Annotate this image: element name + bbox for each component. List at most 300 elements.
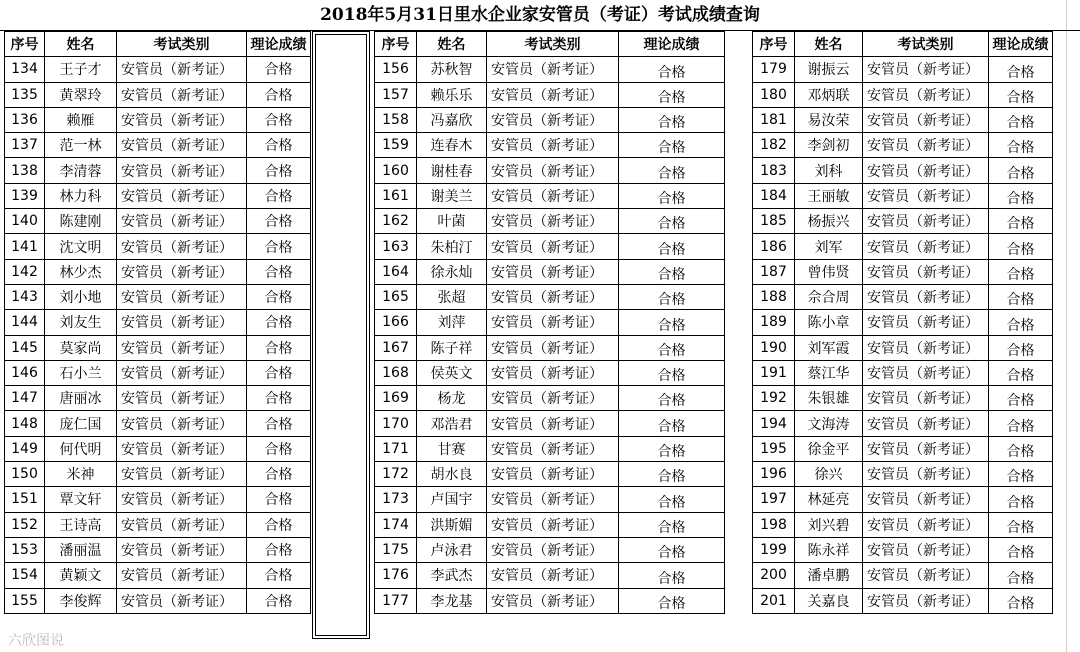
table-row	[375, 284, 725, 309]
cell-result: 合格	[619, 284, 725, 309]
cell-name: 潘卓鹏	[795, 563, 863, 588]
cell-name: 关嘉良	[795, 588, 863, 613]
cell-no: 146	[5, 360, 45, 385]
cell-result: 合格	[989, 487, 1053, 512]
table-row	[375, 234, 725, 259]
results-table-2	[374, 31, 725, 614]
cell-no: 174	[375, 512, 417, 537]
cell-no: 180	[753, 82, 795, 107]
cell-result: 合格	[247, 259, 311, 284]
cell-result: 合格	[619, 107, 725, 132]
cell-no: 185	[753, 209, 795, 234]
table-row	[753, 563, 1053, 588]
cell-name: 刘军霞	[795, 335, 863, 360]
cell-category: 安管员（新考证）	[117, 234, 247, 259]
cell-category: 安管员（新考证）	[117, 82, 247, 107]
table-row	[5, 335, 311, 360]
table-row	[375, 310, 725, 335]
header-name: 姓名	[795, 32, 863, 57]
cell-category: 安管员（新考证）	[487, 310, 619, 335]
cell-no: 150	[5, 462, 45, 487]
cell-result: 合格	[619, 234, 725, 259]
cell-name: 洪斯媚	[417, 512, 487, 537]
cell-category: 安管员（新考证）	[487, 563, 619, 588]
cell-no: 190	[753, 335, 795, 360]
table-row	[375, 563, 725, 588]
cell-name: 谢美兰	[417, 183, 487, 208]
cell-no: 158	[375, 107, 417, 132]
cell-category: 安管员（新考证）	[117, 563, 247, 588]
cell-no: 175	[375, 537, 417, 562]
cell-category: 安管员（新考证）	[117, 537, 247, 562]
table-row	[375, 588, 725, 613]
table-row	[375, 259, 725, 284]
cell-category: 安管员（新考证）	[487, 487, 619, 512]
cell-category: 安管员（新考证）	[487, 57, 619, 82]
cell-no: 153	[5, 537, 45, 562]
cell-no: 196	[753, 462, 795, 487]
cell-name: 赖乐乐	[417, 82, 487, 107]
cell-result: 合格	[619, 411, 725, 436]
cell-name: 杨龙	[417, 386, 487, 411]
cell-category: 安管员（新考证）	[863, 310, 989, 335]
cell-no: 200	[753, 563, 795, 588]
cell-category: 安管员（新考证）	[863, 411, 989, 436]
cell-name: 徐永灿	[417, 259, 487, 284]
header-no: 序号	[5, 32, 45, 57]
cell-category: 安管员（新考证）	[487, 183, 619, 208]
cell-result: 合格	[247, 563, 311, 588]
grid-line	[1066, 0, 1067, 652]
cell-no: 172	[375, 462, 417, 487]
cell-result: 合格	[989, 183, 1053, 208]
cell-result: 合格	[619, 158, 725, 183]
cell-category: 安管员（新考证）	[863, 57, 989, 82]
cell-no: 157	[375, 82, 417, 107]
cell-result: 合格	[619, 588, 725, 613]
cell-name: 苏秋智	[417, 57, 487, 82]
table-row	[753, 259, 1053, 284]
cell-name: 邓炳联	[795, 82, 863, 107]
table-row	[375, 411, 725, 436]
cell-result: 合格	[989, 436, 1053, 461]
cell-category: 安管员（新考证）	[487, 588, 619, 613]
empty-cell-border	[315, 34, 367, 636]
empty-column-gap	[312, 31, 370, 639]
cell-no: 195	[753, 436, 795, 461]
cell-name: 李剑初	[795, 133, 863, 158]
cell-category: 安管员（新考证）	[117, 360, 247, 385]
cell-no: 184	[753, 183, 795, 208]
cell-name: 杨振兴	[795, 209, 863, 234]
cell-no: 171	[375, 436, 417, 461]
cell-no: 149	[5, 436, 45, 461]
cell-result: 合格	[247, 183, 311, 208]
table-row	[753, 512, 1053, 537]
cell-name: 何代明	[45, 436, 117, 461]
table-row	[5, 512, 311, 537]
cell-name: 刘科	[795, 158, 863, 183]
cell-no: 199	[753, 537, 795, 562]
cell-category: 安管员（新考证）	[487, 107, 619, 132]
cell-no: 147	[5, 386, 45, 411]
cell-result: 合格	[989, 259, 1053, 284]
cell-name: 陈小章	[795, 310, 863, 335]
cell-name: 王诗高	[45, 512, 117, 537]
cell-name: 林少杰	[45, 259, 117, 284]
header-row	[753, 32, 1053, 57]
cell-name: 侯英文	[417, 360, 487, 385]
cell-result: 合格	[247, 411, 311, 436]
cell-no: 156	[375, 57, 417, 82]
cell-no: 191	[753, 360, 795, 385]
cell-no: 173	[375, 487, 417, 512]
cell-name: 连春木	[417, 133, 487, 158]
cell-no: 181	[753, 107, 795, 132]
cell-result: 合格	[247, 360, 311, 385]
cell-category: 安管员（新考证）	[863, 335, 989, 360]
cell-name: 朱柏汀	[417, 234, 487, 259]
cell-result: 合格	[989, 310, 1053, 335]
cell-name: 赖雁	[45, 107, 117, 132]
cell-category: 安管员（新考证）	[863, 537, 989, 562]
table-row	[5, 411, 311, 436]
cell-category: 安管员（新考证）	[863, 107, 989, 132]
cell-no: 188	[753, 284, 795, 309]
table-row	[753, 386, 1053, 411]
cell-name: 潘丽温	[45, 537, 117, 562]
cell-result: 合格	[989, 386, 1053, 411]
header-no: 序号	[375, 32, 417, 57]
cell-category: 安管员（新考证）	[117, 158, 247, 183]
cell-category: 安管员（新考证）	[487, 259, 619, 284]
cell-no: 162	[375, 209, 417, 234]
table-row	[5, 436, 311, 461]
cell-category: 安管员（新考证）	[117, 588, 247, 613]
cell-no: 166	[375, 310, 417, 335]
cell-no: 136	[5, 107, 45, 132]
cell-result: 合格	[247, 386, 311, 411]
cell-name: 石小兰	[45, 360, 117, 385]
table-row	[753, 183, 1053, 208]
cell-category: 安管员（新考证）	[487, 411, 619, 436]
table-row	[375, 335, 725, 360]
cell-no: 160	[375, 158, 417, 183]
table-row	[5, 234, 311, 259]
cell-name: 朱银雄	[795, 386, 863, 411]
cell-result: 合格	[619, 82, 725, 107]
cell-category: 安管员（新考证）	[117, 462, 247, 487]
table-row	[753, 310, 1053, 335]
header-name: 姓名	[417, 32, 487, 57]
cell-category: 安管员（新考证）	[117, 487, 247, 512]
table-row	[375, 360, 725, 385]
cell-result: 合格	[247, 82, 311, 107]
cell-no: 144	[5, 310, 45, 335]
cell-result: 合格	[619, 487, 725, 512]
cell-no: 179	[753, 57, 795, 82]
cell-category: 安管员（新考证）	[863, 487, 989, 512]
cell-no: 154	[5, 563, 45, 588]
cell-name: 邓浩君	[417, 411, 487, 436]
cell-category: 安管员（新考证）	[863, 284, 989, 309]
cell-no: 138	[5, 158, 45, 183]
cell-category: 安管员（新考证）	[117, 386, 247, 411]
table-row	[375, 57, 725, 82]
cell-category: 安管员（新考证）	[487, 284, 619, 309]
cell-name: 庞仁国	[45, 411, 117, 436]
cell-name: 陈建刚	[45, 209, 117, 234]
cell-no: 148	[5, 411, 45, 436]
cell-no: 142	[5, 259, 45, 284]
table-row	[375, 436, 725, 461]
cell-name: 李俊辉	[45, 588, 117, 613]
cell-name: 黄颖文	[45, 563, 117, 588]
cell-result: 合格	[247, 462, 311, 487]
table-row	[753, 462, 1053, 487]
table-row	[753, 335, 1053, 360]
watermark-text: 六欣图说	[8, 633, 64, 649]
table-row	[753, 537, 1053, 562]
cell-category: 安管员（新考证）	[487, 512, 619, 537]
table-row	[5, 183, 311, 208]
cell-no: 164	[375, 259, 417, 284]
cell-result: 合格	[989, 411, 1053, 436]
cell-no: 134	[5, 57, 45, 82]
cell-result: 合格	[247, 209, 311, 234]
cell-name: 张超	[417, 284, 487, 309]
cell-result: 合格	[989, 209, 1053, 234]
cell-name: 莫家尚	[45, 335, 117, 360]
cell-name: 卢国宇	[417, 487, 487, 512]
cell-category: 安管员（新考证）	[487, 133, 619, 158]
cell-no: 163	[375, 234, 417, 259]
cell-result: 合格	[619, 563, 725, 588]
cell-category: 安管员（新考证）	[487, 158, 619, 183]
header-result: 理论成绩	[619, 32, 725, 57]
cell-category: 安管员（新考证）	[863, 133, 989, 158]
cell-no: 151	[5, 487, 45, 512]
cell-no: 198	[753, 512, 795, 537]
cell-no: 141	[5, 234, 45, 259]
cell-name: 卢泳君	[417, 537, 487, 562]
cell-result: 合格	[247, 588, 311, 613]
cell-result: 合格	[989, 107, 1053, 132]
table-row	[753, 360, 1053, 385]
cell-category: 安管员（新考证）	[117, 133, 247, 158]
table-row	[5, 284, 311, 309]
cell-name: 沈文明	[45, 234, 117, 259]
table-row	[375, 462, 725, 487]
header-category: 考试类别	[117, 32, 247, 57]
cell-category: 安管员（新考证）	[487, 234, 619, 259]
cell-result: 合格	[619, 537, 725, 562]
cell-name: 胡水良	[417, 462, 487, 487]
cell-result: 合格	[247, 284, 311, 309]
sheet-title: 2018年5月31日里水企业家安管员（考证）考试成绩查询	[0, 0, 1080, 31]
table-row	[375, 512, 725, 537]
cell-name: 佘合周	[795, 284, 863, 309]
cell-no: 165	[375, 284, 417, 309]
table-row	[753, 158, 1053, 183]
cell-name: 覃文轩	[45, 487, 117, 512]
header-no: 序号	[753, 32, 795, 57]
cell-name: 徐金平	[795, 436, 863, 461]
cell-result: 合格	[619, 462, 725, 487]
cell-result: 合格	[989, 158, 1053, 183]
table-row	[753, 107, 1053, 132]
cell-name: 李武杰	[417, 563, 487, 588]
table-row	[5, 537, 311, 562]
header-row	[5, 32, 311, 57]
cell-no: 143	[5, 284, 45, 309]
cell-no: 170	[375, 411, 417, 436]
cell-name: 黄翠玲	[45, 82, 117, 107]
header-row	[375, 32, 725, 57]
cell-name: 曾伟贤	[795, 259, 863, 284]
cell-no: 201	[753, 588, 795, 613]
cell-category: 安管员（新考证）	[117, 183, 247, 208]
cell-category: 安管员（新考证）	[863, 462, 989, 487]
header-result: 理论成绩	[247, 32, 311, 57]
table-row	[5, 133, 311, 158]
cell-no: 155	[5, 588, 45, 613]
cell-no: 145	[5, 335, 45, 360]
table-row	[5, 487, 311, 512]
cell-result: 合格	[619, 335, 725, 360]
cell-name: 刘友生	[45, 310, 117, 335]
cell-result: 合格	[989, 234, 1053, 259]
table-row	[375, 209, 725, 234]
cell-name: 李龙基	[417, 588, 487, 613]
cell-no: 176	[375, 563, 417, 588]
cell-result: 合格	[989, 335, 1053, 360]
table-row	[375, 107, 725, 132]
table-row	[753, 436, 1053, 461]
cell-category: 安管员（新考证）	[863, 436, 989, 461]
cell-result: 合格	[247, 158, 311, 183]
cell-no: 140	[5, 209, 45, 234]
cell-result: 合格	[619, 512, 725, 537]
cell-name: 刘小地	[45, 284, 117, 309]
cell-no: 186	[753, 234, 795, 259]
cell-category: 安管员（新考证）	[863, 386, 989, 411]
cell-category: 安管员（新考证）	[863, 158, 989, 183]
cell-name: 谢振云	[795, 57, 863, 82]
table-row	[5, 82, 311, 107]
cell-name: 陈子祥	[417, 335, 487, 360]
cell-category: 安管员（新考证）	[863, 183, 989, 208]
table-row	[375, 158, 725, 183]
cell-no: 197	[753, 487, 795, 512]
cell-category: 安管员（新考证）	[487, 537, 619, 562]
cell-result: 合格	[989, 588, 1053, 613]
cell-category: 安管员（新考证）	[487, 462, 619, 487]
table-row	[375, 82, 725, 107]
results-table-1	[4, 31, 311, 614]
cell-category: 安管员（新考证）	[863, 234, 989, 259]
table-row	[375, 537, 725, 562]
table-row	[5, 563, 311, 588]
cell-result: 合格	[989, 82, 1053, 107]
cell-name: 陈永祥	[795, 537, 863, 562]
table-row	[375, 133, 725, 158]
cell-result: 合格	[247, 57, 311, 82]
cell-no: 139	[5, 183, 45, 208]
cell-result: 合格	[619, 209, 725, 234]
cell-no: 169	[375, 386, 417, 411]
cell-name: 林延亮	[795, 487, 863, 512]
table-row	[5, 209, 311, 234]
cell-name: 范一林	[45, 133, 117, 158]
cell-result: 合格	[247, 310, 311, 335]
cell-result: 合格	[989, 133, 1053, 158]
cell-no: 161	[375, 183, 417, 208]
cell-result: 合格	[247, 133, 311, 158]
cell-result: 合格	[619, 183, 725, 208]
cell-category: 安管员（新考证）	[117, 259, 247, 284]
cell-category: 安管员（新考证）	[863, 563, 989, 588]
table-row	[5, 57, 311, 82]
table-row	[5, 588, 311, 613]
cell-name: 冯嘉欣	[417, 107, 487, 132]
cell-result: 合格	[989, 512, 1053, 537]
cell-no: 137	[5, 133, 45, 158]
cell-result: 合格	[989, 360, 1053, 385]
cell-category: 安管员（新考证）	[863, 360, 989, 385]
cell-category: 安管员（新考证）	[487, 360, 619, 385]
cell-category: 安管员（新考证）	[863, 512, 989, 537]
cell-name: 文海涛	[795, 411, 863, 436]
cell-result: 合格	[989, 462, 1053, 487]
cell-category: 安管员（新考证）	[863, 209, 989, 234]
cell-no: 182	[753, 133, 795, 158]
cell-no: 159	[375, 133, 417, 158]
table-row	[753, 57, 1053, 82]
table-row	[5, 259, 311, 284]
cell-category: 安管员（新考证）	[117, 107, 247, 132]
cell-name: 王子才	[45, 57, 117, 82]
cell-name: 易汝荣	[795, 107, 863, 132]
cell-result: 合格	[989, 537, 1053, 562]
cell-no: 192	[753, 386, 795, 411]
cell-no: 135	[5, 82, 45, 107]
header-result: 理论成绩	[989, 32, 1053, 57]
table-row	[753, 411, 1053, 436]
cell-name: 叶菌	[417, 209, 487, 234]
cell-no: 187	[753, 259, 795, 284]
cell-category: 安管员（新考证）	[117, 284, 247, 309]
header-category: 考试类别	[863, 32, 989, 57]
table-row	[753, 234, 1053, 259]
cell-result: 合格	[619, 436, 725, 461]
cell-no: 152	[5, 512, 45, 537]
table-row	[5, 158, 311, 183]
table-row	[5, 107, 311, 132]
cell-name: 唐丽冰	[45, 386, 117, 411]
cell-result: 合格	[247, 436, 311, 461]
cell-result: 合格	[247, 335, 311, 360]
cell-result: 合格	[619, 57, 725, 82]
cell-category: 安管员（新考证）	[487, 82, 619, 107]
cell-name: 王丽敏	[795, 183, 863, 208]
cell-no: 177	[375, 588, 417, 613]
cell-category: 安管员（新考证）	[487, 335, 619, 360]
cell-result: 合格	[989, 284, 1053, 309]
table-row	[753, 82, 1053, 107]
cell-result: 合格	[989, 563, 1053, 588]
table-row	[753, 588, 1053, 613]
